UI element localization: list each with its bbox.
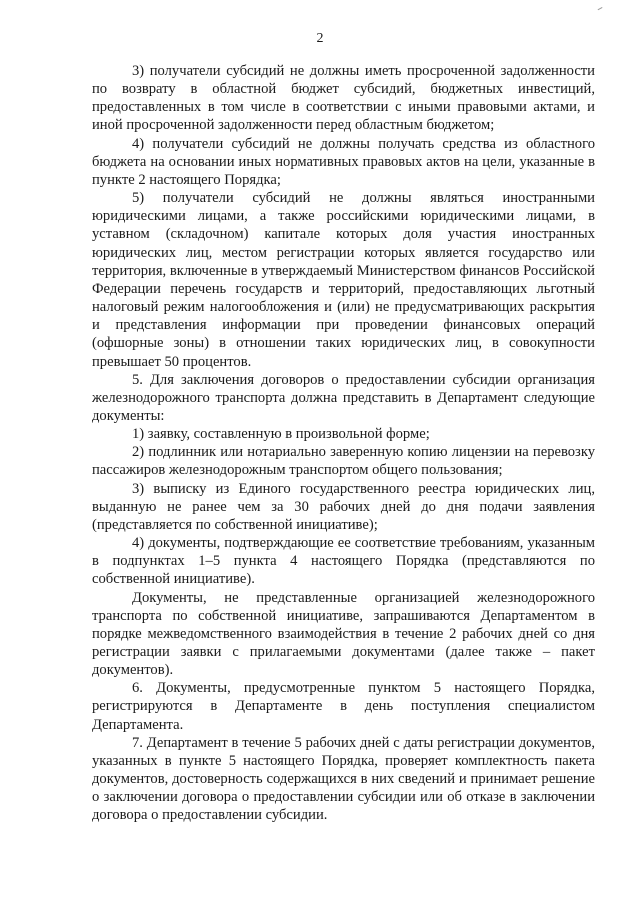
paragraph-clause-6: 6. Документы, предусмотренные пунктом 5 настоящего Порядка, регистрируются в Департаменте в день поступления специалистом Департамента. (92, 680, 595, 733)
paragraph-list-item-4: 4) документы, подтверждающие ее соответствие требованиям, указанным в подпунктах 1–5 пункта 4 настоящего Порядка (представляются по собственной инициативе). (92, 535, 595, 588)
paragraph-list-item-3: 3) выписку из Единого государственного реестра юридических лиц, выданную не ранее чем за 30 рабочих дней до дня подачи заявления (представляется по собственной инициативе); (92, 480, 595, 533)
document-body (92, 62, 595, 825)
paragraph-list-item-1: 1) заявку, составленную в произвольной форме; (132, 426, 430, 443)
scan-mark (598, 7, 604, 12)
paragraph-clause-5: 5. Для заключения договоров о предоставлении субсидии организация железнодорожного транспорта должна представить в Департамент следующие документы: (92, 371, 595, 424)
paragraph-item-3: 3) получатели субсидий не должны иметь просроченной задолженности по возврату в областной бюджет субсидий, бюджетных инвестиций, предоставленных в том числе в соответствии с иными правовыми актами, и иной просроченной задолженности перед областным бюджетом; (92, 63, 595, 134)
paragraph-item-4: 4) получатели субсидий не должны получать средства из областного бюджета на основании иных нормативных правовых актов на цели, указанные в пункте 2 настоящего Порядка; (92, 135, 595, 188)
paragraph-item-5: 5) получатели субсидий не должны являться иностранными юридическими лицами, а также российскими юридическими лицами, в уставном (складочном) капитале которых доля участия иностранных юридических лиц, местом регистрации которых является государство или территория, включенные в утверждаемый Министерством финансов Российской Федерации перечень государств и территорий, предоставляющих льготный налоговый режим налогообложения и (или) не предусматривающих раскрытия и представления информации при проведении финансовых операций (офшорные зоны) в отношении таких юридических лиц, в совокупности превышает 50 процентов. (92, 190, 595, 370)
page-number: 2 (316, 31, 324, 46)
paragraph-documents-request: Документы, не представленные организацией железнодорожного транспорта по собственной инициативе, запрашиваются Департаментом в порядке межведомственного взаимодействия в течение 2 рабочих дней со дня регистрации заявки с прилагаемыми документами (далее также – пакет документов). (92, 589, 595, 679)
paragraph-clause-7: 7. Департамент в течение 5 рабочих дней с даты регистрации документов, указанных в пункте 5 настоящего Порядка, проверяет комплектность пакета документов, достоверность содержащихся в них сведений и принимает решение о заключении договора о предоставлении субсидии или об отказе в заключении договора о предоставлении субсидии. (92, 734, 595, 824)
paragraph-list-item-2: 2) подлинник или нотариально заверенную копию лицензии на перевозку пассажиров железнодорожным транспортом общего пользования; (92, 444, 595, 479)
